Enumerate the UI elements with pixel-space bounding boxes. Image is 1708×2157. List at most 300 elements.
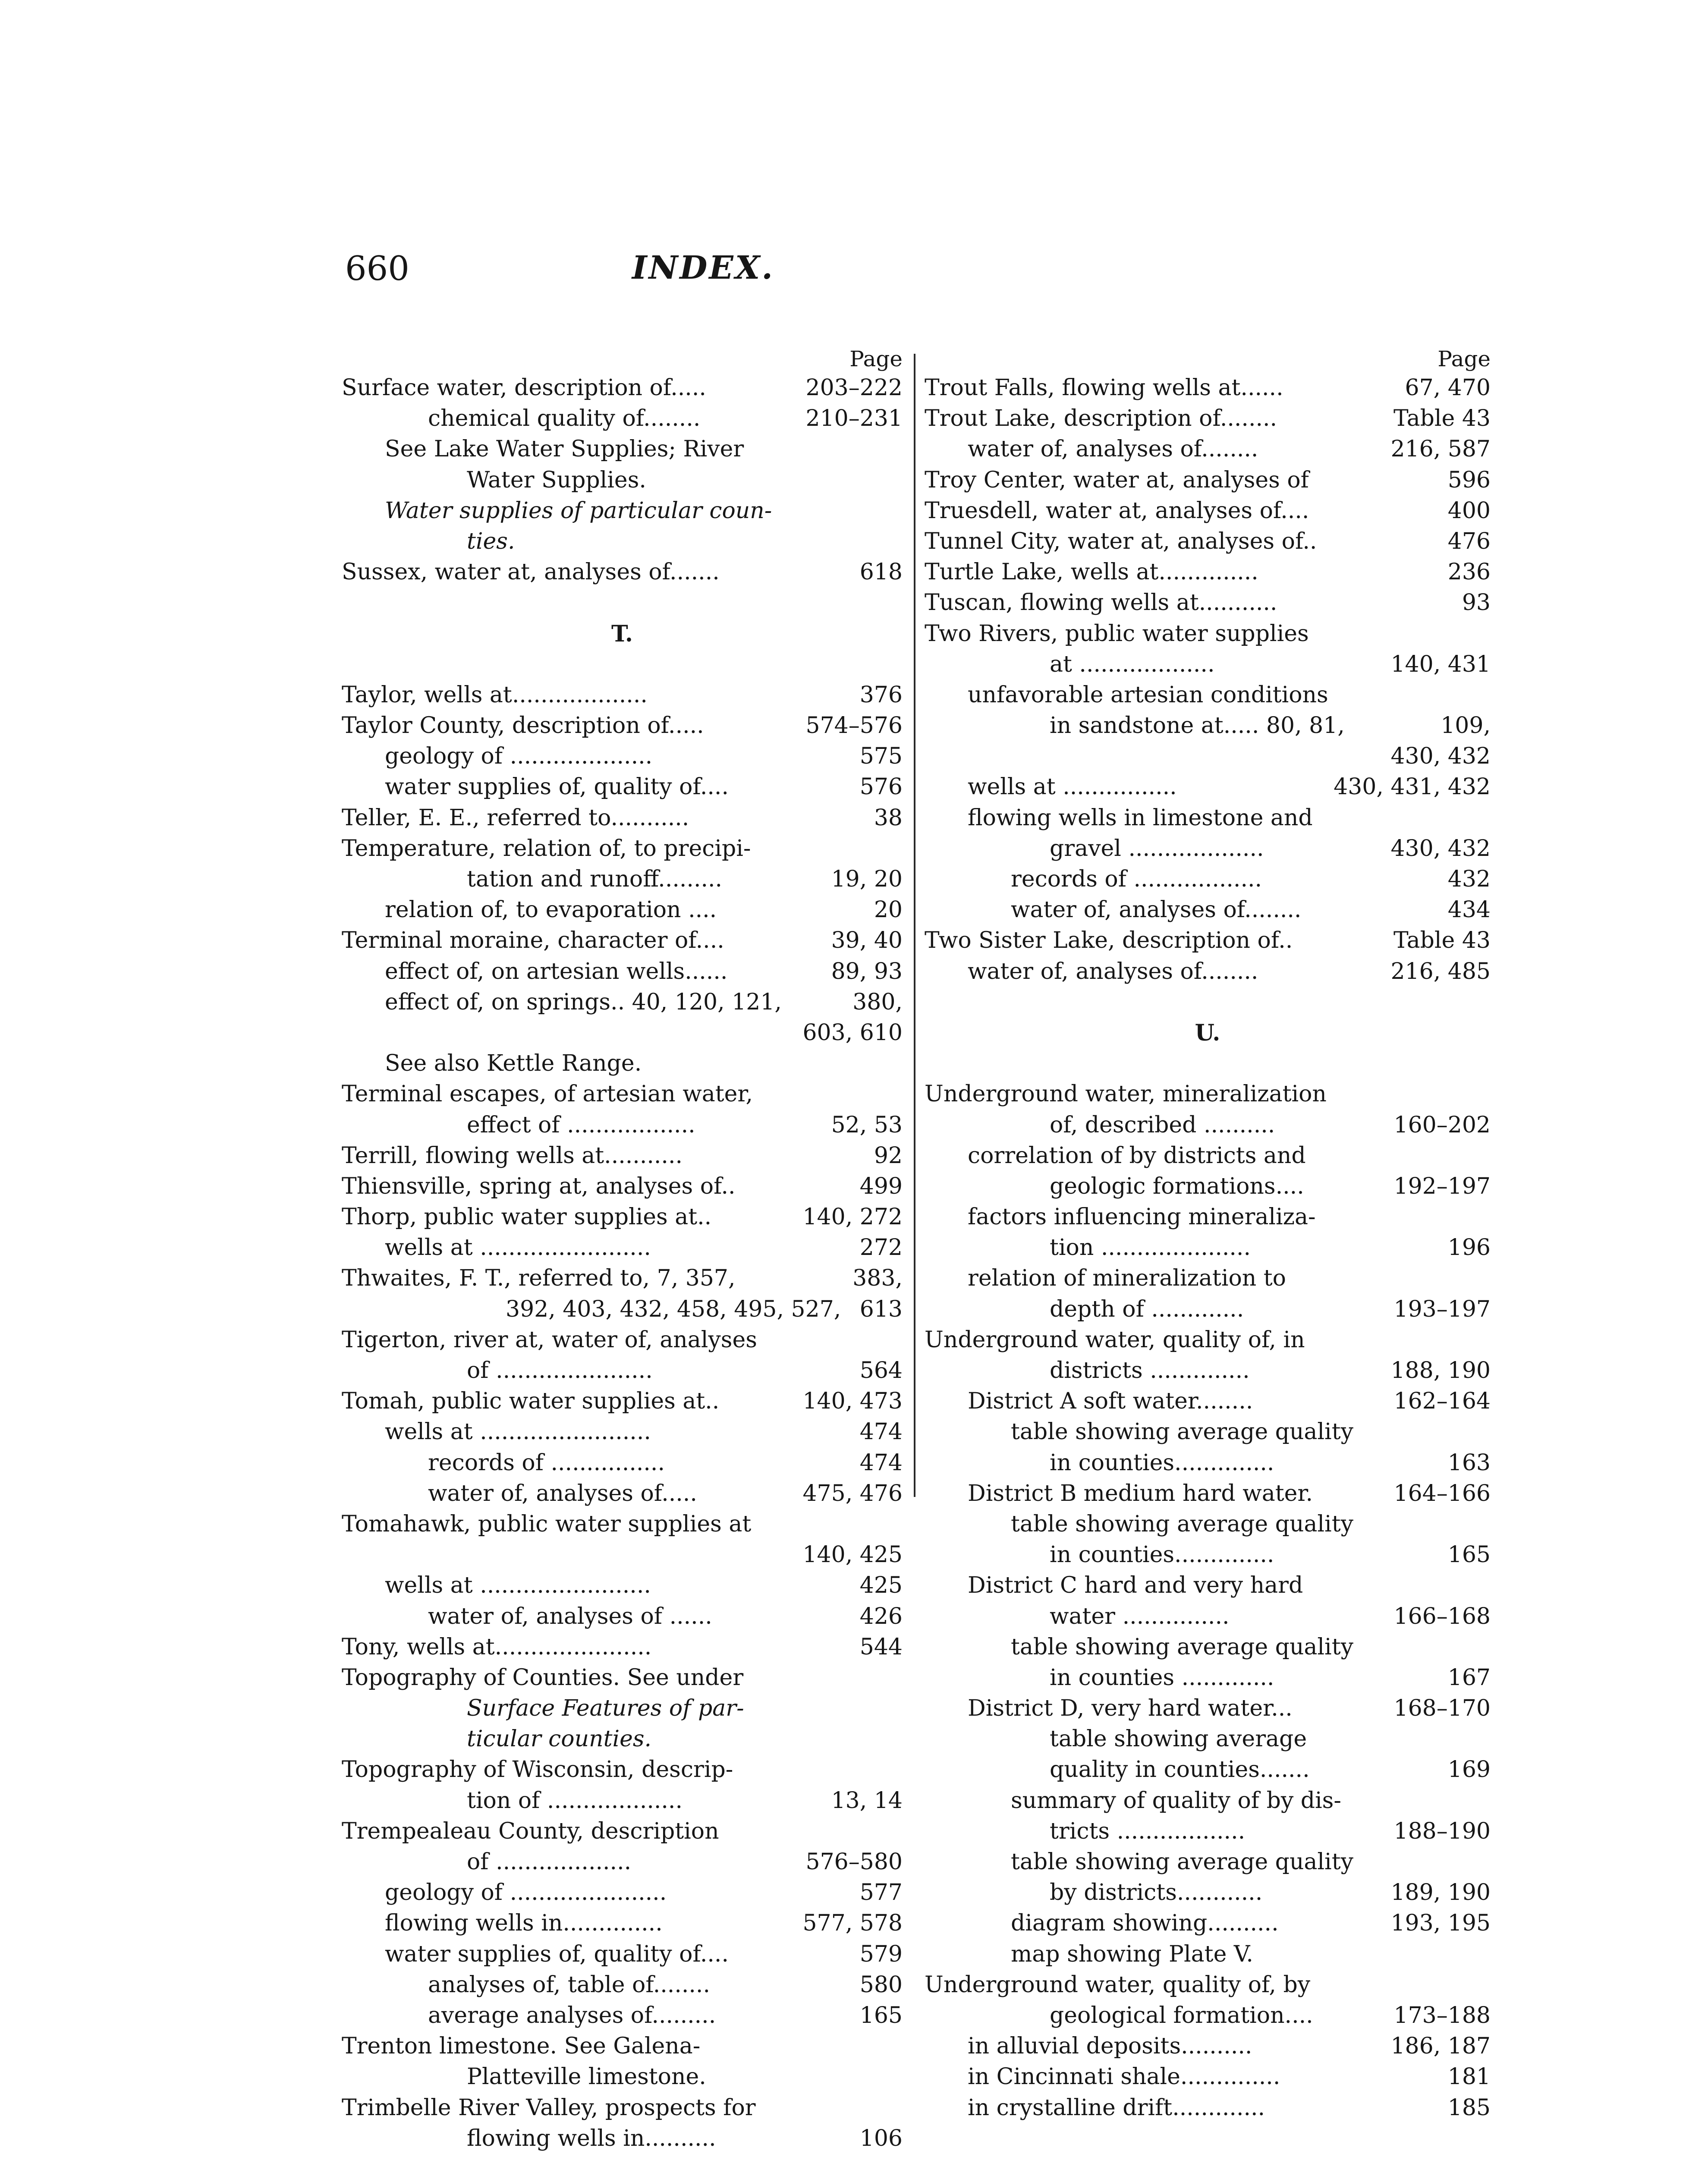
index-entry bbox=[925, 741, 1491, 772]
entry-text: summary of quality of by dis- bbox=[1011, 1787, 1341, 1814]
index-entry bbox=[342, 1847, 903, 1877]
index-entry bbox=[342, 1448, 903, 1478]
entry-page-ref: 499 bbox=[859, 1173, 903, 1199]
entry-text: Thwaites, F. T., referred to, 7, 357, bbox=[342, 1265, 736, 1292]
index-entry bbox=[342, 1141, 903, 1171]
entry-page-ref: 475, 476 bbox=[802, 1480, 903, 1506]
entry-page-ref: 476 bbox=[1447, 528, 1491, 554]
entry-text: table showing average quality bbox=[1011, 1849, 1353, 1875]
index-column-left bbox=[342, 345, 903, 2154]
entry-page-ref: 166–168 bbox=[1393, 1603, 1491, 1629]
entry-text: District A soft water........ bbox=[968, 1388, 1253, 1415]
entry-text: records of .................. bbox=[1011, 866, 1262, 892]
index-entry bbox=[925, 1171, 1491, 1202]
index-entry bbox=[342, 1601, 903, 1632]
entry-page-ref: 577 bbox=[859, 1880, 903, 1906]
entry-page-ref: 140, 431 bbox=[1390, 651, 1491, 677]
index-entry bbox=[342, 526, 903, 557]
entry-page-ref: 168–170 bbox=[1393, 1695, 1491, 1722]
index-entry bbox=[925, 1386, 1491, 1417]
entry-text: Sussex, water at, analyses of....... bbox=[342, 559, 720, 585]
entry-text: water of, analyses of..... bbox=[428, 1480, 697, 1506]
index-entry bbox=[342, 1478, 903, 1509]
index-entry bbox=[925, 1663, 1491, 1693]
entry-text: Two Rivers, public water supplies bbox=[925, 620, 1309, 647]
entry-page-ref: 162–164 bbox=[1393, 1388, 1491, 1415]
entry-text: by districts............ bbox=[1050, 1880, 1263, 1906]
entry-page-ref: 188–190 bbox=[1393, 1818, 1491, 1844]
index-entry bbox=[925, 434, 1491, 465]
index-entry bbox=[342, 2062, 903, 2092]
index-entry bbox=[925, 895, 1491, 925]
entry-text: tricts .................. bbox=[1050, 1818, 1246, 1844]
entry-text: depth of ............. bbox=[1050, 1296, 1244, 1322]
entry-page-ref: 52, 53 bbox=[831, 1112, 903, 1138]
index-entry bbox=[925, 1263, 1491, 1294]
entry-page-ref: 576 bbox=[859, 774, 903, 800]
entry-text: District C hard and very hard bbox=[968, 1572, 1303, 1599]
index-entry bbox=[342, 2093, 903, 2123]
section-letter-text: T. bbox=[611, 620, 633, 647]
index-entry bbox=[342, 864, 903, 895]
entry-text: See Lake Water Supplies; River bbox=[385, 436, 744, 462]
index-entry bbox=[342, 2031, 903, 2062]
entry-page-ref: 92 bbox=[874, 1142, 903, 1169]
index-entry bbox=[925, 2031, 1491, 2062]
entry-text: Tigerton, river at, water of, analyses bbox=[342, 1327, 757, 1353]
entry-text: tation and runoff......... bbox=[467, 866, 723, 892]
index-entry bbox=[342, 1386, 903, 1417]
index-entry bbox=[925, 1570, 1491, 1601]
entry-text: Tony, wells at...................... bbox=[342, 1634, 652, 1660]
entry-text: Underground water, mineralization bbox=[925, 1081, 1327, 1107]
index-entry bbox=[342, 2000, 903, 2031]
entry-text: geological formation.... bbox=[1050, 2002, 1313, 2028]
entry-text: Thorp, public water supplies at.. bbox=[342, 1204, 712, 1230]
entry-page-ref: 430, 431, 432 bbox=[1334, 774, 1491, 800]
entry-page-ref: 165 bbox=[1447, 1542, 1491, 1568]
index-entry bbox=[925, 1509, 1491, 1540]
index-entry bbox=[925, 1908, 1491, 1939]
entry-text: water of, analyses of........ bbox=[968, 436, 1258, 462]
entry-text: wells at ................ bbox=[968, 774, 1177, 800]
entry-page-ref: 376 bbox=[859, 682, 903, 708]
entry-page-ref: 380, bbox=[852, 989, 903, 1015]
index-entry bbox=[342, 403, 903, 434]
index-entry bbox=[925, 619, 1491, 649]
entry-text: gravel ................... bbox=[1050, 835, 1264, 862]
index-entry bbox=[925, 1540, 1491, 1570]
index-entry bbox=[342, 1110, 903, 1141]
index-entry bbox=[925, 1141, 1491, 1171]
entry-text: tion ..................... bbox=[1050, 1235, 1251, 1261]
index-entry bbox=[342, 1877, 903, 1908]
index-entry bbox=[925, 680, 1491, 711]
entry-text: Tuscan, flowing wells at........... bbox=[925, 590, 1277, 616]
entry-text: table showing average quality bbox=[1011, 1419, 1353, 1445]
entry-page-ref: 564 bbox=[859, 1358, 903, 1383]
entry-page-ref: 67, 470 bbox=[1405, 375, 1491, 401]
index-entry bbox=[342, 1970, 903, 2000]
index-entry bbox=[925, 2093, 1491, 2123]
index-entry bbox=[342, 1908, 903, 1939]
entry-page-ref: 580 bbox=[859, 1971, 903, 1998]
index-entry bbox=[342, 1540, 903, 1570]
entry-page-ref: 236 bbox=[1447, 559, 1491, 585]
entry-text: in counties.............. bbox=[1050, 1542, 1274, 1568]
entry-text: table showing average quality bbox=[1011, 1511, 1353, 1537]
index-entry bbox=[925, 557, 1491, 588]
index-entry bbox=[925, 1417, 1491, 1447]
entry-page-ref: 186, 187 bbox=[1390, 2033, 1491, 2060]
entry-text: District B medium hard water. bbox=[968, 1480, 1313, 1506]
entry-page-ref: Table 43 bbox=[1393, 928, 1491, 954]
blank-line bbox=[925, 1048, 1491, 1079]
entry-text: Tomahawk, public water supplies at bbox=[342, 1511, 752, 1537]
index-entry bbox=[925, 1939, 1491, 1970]
entry-text: Trempealeau County, description bbox=[342, 1818, 719, 1844]
index-entry bbox=[342, 1263, 903, 1294]
entry-page-ref: 140, 473 bbox=[802, 1388, 903, 1415]
entry-text: wells at ........................ bbox=[385, 1419, 651, 1445]
entry-page-ref: 383, bbox=[852, 1265, 903, 1292]
entry-page-ref: 89, 93 bbox=[831, 958, 903, 984]
entry-page-ref: 189, 190 bbox=[1390, 1880, 1491, 1906]
index-entry bbox=[342, 680, 903, 711]
index-entry bbox=[925, 526, 1491, 557]
entry-text: wells at ........................ bbox=[385, 1235, 651, 1261]
entry-page-ref: 39, 40 bbox=[831, 928, 903, 954]
entry-text: of ................... bbox=[467, 1849, 632, 1875]
index-entry bbox=[925, 1448, 1491, 1478]
index-entry bbox=[342, 1355, 903, 1386]
index-entry bbox=[342, 956, 903, 987]
entry-text: Trout Falls, flowing wells at...... bbox=[925, 375, 1283, 401]
page-column-label: Page bbox=[849, 346, 903, 371]
entry-text: relation of, to evaporation .... bbox=[385, 897, 717, 923]
entry-page-ref: 400 bbox=[1447, 497, 1491, 524]
index-entry bbox=[342, 2123, 903, 2154]
entry-page-ref: 576–580 bbox=[805, 1849, 903, 1875]
entry-text: Terrill, flowing wells at........... bbox=[342, 1142, 683, 1169]
entry-text: records of ................ bbox=[428, 1450, 665, 1476]
entry-text: water of, analyses of........ bbox=[1011, 897, 1302, 923]
entry-text: average analyses of......... bbox=[428, 2002, 716, 2028]
section-letter bbox=[925, 1018, 1491, 1048]
index-entry bbox=[925, 803, 1491, 833]
index-entry bbox=[342, 1171, 903, 1202]
entry-text: Taylor County, description of..... bbox=[342, 713, 704, 739]
index-entry bbox=[925, 403, 1491, 434]
entry-page-ref: 603, 610 bbox=[802, 1019, 903, 1046]
index-entry bbox=[925, 1110, 1491, 1141]
entry-text: wells at ........................ bbox=[385, 1572, 651, 1599]
entry-text: unfavorable artesian conditions bbox=[968, 682, 1328, 708]
entry-text: Trout Lake, description of........ bbox=[925, 406, 1277, 432]
entry-page-ref: 426 bbox=[859, 1603, 903, 1629]
entry-text: Tunnel City, water at, analyses of.. bbox=[925, 528, 1317, 554]
index-entry bbox=[925, 1877, 1491, 1908]
index-entry bbox=[925, 772, 1491, 802]
entry-text: Topography of Wisconsin, descrip- bbox=[342, 1757, 733, 1783]
entry-text: water of, analyses of........ bbox=[968, 958, 1258, 984]
entry-text: Trenton limestone. See Galena- bbox=[342, 2033, 701, 2060]
index-entry bbox=[342, 895, 903, 925]
index-entry bbox=[925, 373, 1491, 403]
index-entry bbox=[925, 1724, 1491, 1755]
index-entry bbox=[342, 1939, 903, 1970]
entry-text: correlation of by districts and bbox=[968, 1142, 1306, 1169]
column-divider bbox=[914, 354, 915, 1497]
index-entries-left bbox=[342, 373, 903, 2154]
entry-text: in counties.............. bbox=[1050, 1450, 1274, 1476]
index-entry bbox=[342, 434, 903, 465]
index-entry bbox=[925, 1325, 1491, 1355]
index-entry bbox=[342, 1294, 903, 1325]
entry-text: Water supplies of particular coun- bbox=[385, 497, 772, 524]
entry-text: chemical quality of........ bbox=[428, 406, 701, 432]
entry-text: in crystalline drift............. bbox=[968, 2094, 1265, 2121]
index-entry bbox=[342, 833, 903, 864]
blank-line bbox=[342, 649, 903, 680]
entry-text: in counties ............. bbox=[1050, 1664, 1274, 1691]
index-entry bbox=[925, 1355, 1491, 1386]
index-entry bbox=[342, 557, 903, 588]
entry-text: Platteville limestone. bbox=[467, 2064, 706, 2090]
entry-text: effect of .................. bbox=[467, 1112, 695, 1138]
entry-text: effect of, on springs.. 40, 120, 121, bbox=[385, 989, 782, 1015]
index-entries-right bbox=[925, 373, 1491, 2123]
entry-page-ref: 165 bbox=[859, 2002, 903, 2028]
entry-text: at ................... bbox=[1050, 651, 1215, 677]
entry-text: Underground water, quality of, by bbox=[925, 1971, 1311, 1998]
entry-text: geology of .................... bbox=[385, 743, 653, 770]
entry-page-ref: 93 bbox=[1462, 590, 1491, 616]
entry-text: of ...................... bbox=[467, 1358, 653, 1383]
index-entry bbox=[925, 1233, 1491, 1263]
index-entry bbox=[925, 465, 1491, 496]
index-entry bbox=[925, 649, 1491, 680]
blank-line bbox=[342, 588, 903, 618]
entry-text: of, described .......... bbox=[1050, 1112, 1275, 1138]
index-entry bbox=[342, 1755, 903, 1785]
index-column-right bbox=[925, 345, 1491, 2123]
section-letter-text: U. bbox=[1195, 1019, 1220, 1046]
index-entry bbox=[925, 1816, 1491, 1847]
index-entry bbox=[925, 956, 1491, 987]
entry-text: Two Sister Lake, description of.. bbox=[925, 928, 1293, 954]
entry-page-ref: 160–202 bbox=[1393, 1112, 1491, 1138]
index-entry bbox=[342, 1509, 903, 1540]
index-entry bbox=[342, 1325, 903, 1355]
page-header bbox=[345, 249, 1061, 297]
entry-page-ref: 575 bbox=[859, 743, 903, 770]
entry-text: map showing Plate V. bbox=[1011, 1941, 1253, 1967]
entry-page-ref: 193–197 bbox=[1393, 1296, 1491, 1322]
entry-page-ref: 164–166 bbox=[1393, 1480, 1491, 1506]
entry-page-ref: 140, 425 bbox=[802, 1542, 903, 1568]
entry-page-ref: 140, 272 bbox=[802, 1204, 903, 1230]
entry-page-ref: 474 bbox=[859, 1419, 903, 1445]
index-entry bbox=[342, 465, 903, 496]
entry-page-ref: 579 bbox=[859, 1941, 903, 1967]
index-entry bbox=[925, 1847, 1491, 1877]
index-entry bbox=[342, 1663, 903, 1693]
entry-text: Terminal escapes, of artesian water, bbox=[342, 1081, 753, 1107]
index-entry bbox=[342, 772, 903, 802]
index-entry bbox=[925, 1786, 1491, 1816]
index-entry bbox=[342, 1724, 903, 1755]
entry-page-ref: 613 bbox=[859, 1296, 903, 1322]
entry-page-ref: 13, 14 bbox=[831, 1787, 903, 1814]
index-entry bbox=[925, 2000, 1491, 2031]
entry-text: quality in counties....... bbox=[1050, 1757, 1310, 1783]
entry-text: tion of ................... bbox=[467, 1787, 683, 1814]
entry-text: Thiensville, spring at, analyses of.. bbox=[342, 1173, 736, 1199]
entry-page-ref: 434 bbox=[1447, 897, 1491, 923]
entry-text: flowing wells in limestone and bbox=[968, 805, 1313, 831]
entry-text: relation of mineralization to bbox=[968, 1265, 1286, 1292]
entry-text: geology of ...................... bbox=[385, 1880, 667, 1906]
entry-text: Troy Center, water at, analyses of bbox=[925, 467, 1309, 493]
entry-page-ref: 618 bbox=[859, 559, 903, 585]
entry-page-ref: 432 bbox=[1447, 866, 1491, 892]
entry-text: Taylor, wells at................... bbox=[342, 682, 648, 708]
index-entry bbox=[925, 496, 1491, 526]
entry-text: districts .............. bbox=[1050, 1358, 1250, 1383]
running-head: INDEX. bbox=[632, 249, 774, 286]
entry-text: table showing average quality bbox=[1011, 1634, 1353, 1660]
entry-text: Truesdell, water at, analyses of.... bbox=[925, 497, 1309, 524]
entry-page-ref: Table 43 bbox=[1393, 406, 1491, 432]
index-entry bbox=[925, 1478, 1491, 1509]
entry-text: Turtle Lake, wells at.............. bbox=[925, 559, 1258, 585]
blank-line bbox=[925, 987, 1491, 1018]
entry-text: in alluvial deposits.......... bbox=[968, 2033, 1252, 2060]
entry-page-ref: 216, 587 bbox=[1390, 436, 1491, 462]
entry-text: water supplies of, quality of.... bbox=[385, 1941, 729, 1967]
section-letter bbox=[342, 619, 903, 649]
entry-page-ref: 173–188 bbox=[1393, 2002, 1491, 2028]
entry-page-ref: 38 bbox=[874, 805, 903, 831]
entry-text: diagram showing.......... bbox=[1011, 1910, 1279, 1937]
index-entry bbox=[925, 864, 1491, 895]
entry-text: District D, very hard water... bbox=[968, 1695, 1293, 1722]
index-entry bbox=[925, 711, 1491, 741]
entry-text: See also Kettle Range. bbox=[385, 1050, 642, 1077]
entry-page-ref: 216, 485 bbox=[1390, 958, 1491, 984]
entry-page-ref: 192–197 bbox=[1393, 1173, 1491, 1199]
entry-page-ref: 167 bbox=[1447, 1664, 1491, 1691]
entry-page-ref: 474 bbox=[859, 1450, 903, 1476]
index-entry bbox=[925, 1970, 1491, 2000]
entry-text: 392, 403, 432, 458, 495, 527, bbox=[506, 1296, 841, 1322]
entry-page-ref: 203–222 bbox=[805, 375, 903, 401]
entry-text: Terminal moraine, character of.... bbox=[342, 928, 724, 954]
entry-page-ref: 188, 190 bbox=[1390, 1358, 1491, 1383]
page-number: 660 bbox=[345, 249, 409, 288]
index-entry bbox=[925, 925, 1491, 956]
index-entry bbox=[342, 925, 903, 956]
index-entry bbox=[342, 1233, 903, 1263]
index-entry bbox=[342, 1786, 903, 1816]
entry-text: Water Supplies. bbox=[467, 467, 646, 493]
entry-text: in sandstone at..... 80, 81, bbox=[1050, 713, 1345, 739]
entry-text: Surface water, description of..... bbox=[342, 375, 706, 401]
entry-page-ref: 196 bbox=[1447, 1235, 1491, 1261]
entry-page-ref: 574–576 bbox=[805, 713, 903, 739]
index-entry bbox=[925, 1693, 1491, 1724]
entry-text: factors influencing mineraliza- bbox=[968, 1204, 1316, 1230]
entry-page-ref: 181 bbox=[1447, 2064, 1491, 2090]
entry-page-ref: 596 bbox=[1447, 467, 1491, 493]
index-entry bbox=[342, 1570, 903, 1601]
entry-page-ref: 430, 432 bbox=[1390, 743, 1491, 770]
entry-page-ref: 272 bbox=[859, 1235, 903, 1261]
entry-page-ref: 19, 20 bbox=[831, 866, 903, 892]
index-entry bbox=[342, 1048, 903, 1079]
entry-text: Underground water, quality of, in bbox=[925, 1327, 1305, 1353]
entry-text: ticular counties. bbox=[467, 1726, 652, 1752]
entry-page-ref: 193, 195 bbox=[1390, 1910, 1491, 1937]
entry-page-ref: 210–231 bbox=[805, 406, 903, 432]
entry-text: analyses of, table of........ bbox=[428, 1971, 710, 1998]
entry-page-ref: 109, bbox=[1441, 713, 1491, 739]
entry-text: water ............... bbox=[1050, 1603, 1230, 1629]
index-entry bbox=[342, 373, 903, 403]
entry-text: flowing wells in.......... bbox=[467, 2125, 716, 2151]
index-entry bbox=[342, 496, 903, 526]
entry-text: table showing average bbox=[1050, 1726, 1307, 1752]
entry-page-ref: 425 bbox=[859, 1572, 903, 1599]
entry-page-ref: 169 bbox=[1447, 1757, 1491, 1783]
entry-text: Trimbelle River Valley, prospects for bbox=[342, 2094, 756, 2121]
entry-text: Temperature, relation of, to precipi- bbox=[342, 835, 751, 862]
entry-text: water supplies of, quality of.... bbox=[385, 774, 729, 800]
index-entry bbox=[925, 1601, 1491, 1632]
index-entry bbox=[342, 711, 903, 741]
index-entry bbox=[342, 1693, 903, 1724]
entry-text: water of, analyses of ...... bbox=[428, 1603, 712, 1629]
index-entry bbox=[342, 741, 903, 772]
index-entry bbox=[925, 1079, 1491, 1110]
index-entry bbox=[342, 987, 903, 1018]
entry-text: Tomah, public water supplies at.. bbox=[342, 1388, 720, 1415]
index-entry bbox=[925, 1202, 1491, 1233]
entry-text: geologic formations.... bbox=[1050, 1173, 1304, 1199]
index-entry bbox=[342, 1632, 903, 1663]
entry-page-ref: 163 bbox=[1447, 1450, 1491, 1476]
index-entry bbox=[342, 1816, 903, 1847]
entry-page-ref: 20 bbox=[874, 897, 903, 923]
index-entry bbox=[342, 803, 903, 833]
index-entry bbox=[342, 1202, 903, 1233]
entry-text: effect of, on artesian wells...... bbox=[385, 958, 728, 984]
index-entry bbox=[925, 2062, 1491, 2092]
entry-page-ref: 544 bbox=[859, 1634, 903, 1660]
index-entry bbox=[342, 1079, 903, 1110]
index-entry bbox=[342, 1018, 903, 1048]
entry-page-ref: 577, 578 bbox=[802, 1910, 903, 1937]
entry-text: in Cincinnati shale.............. bbox=[968, 2064, 1280, 2090]
index-entry bbox=[342, 1417, 903, 1447]
entry-page-ref: 106 bbox=[859, 2125, 903, 2151]
entry-text: Topography of Counties. See under bbox=[342, 1664, 744, 1691]
entry-page-ref: 185 bbox=[1447, 2094, 1491, 2121]
entry-page-ref: 430, 432 bbox=[1390, 835, 1491, 862]
entry-text: flowing wells in.............. bbox=[385, 1910, 663, 1937]
entry-text: ties. bbox=[467, 528, 515, 554]
